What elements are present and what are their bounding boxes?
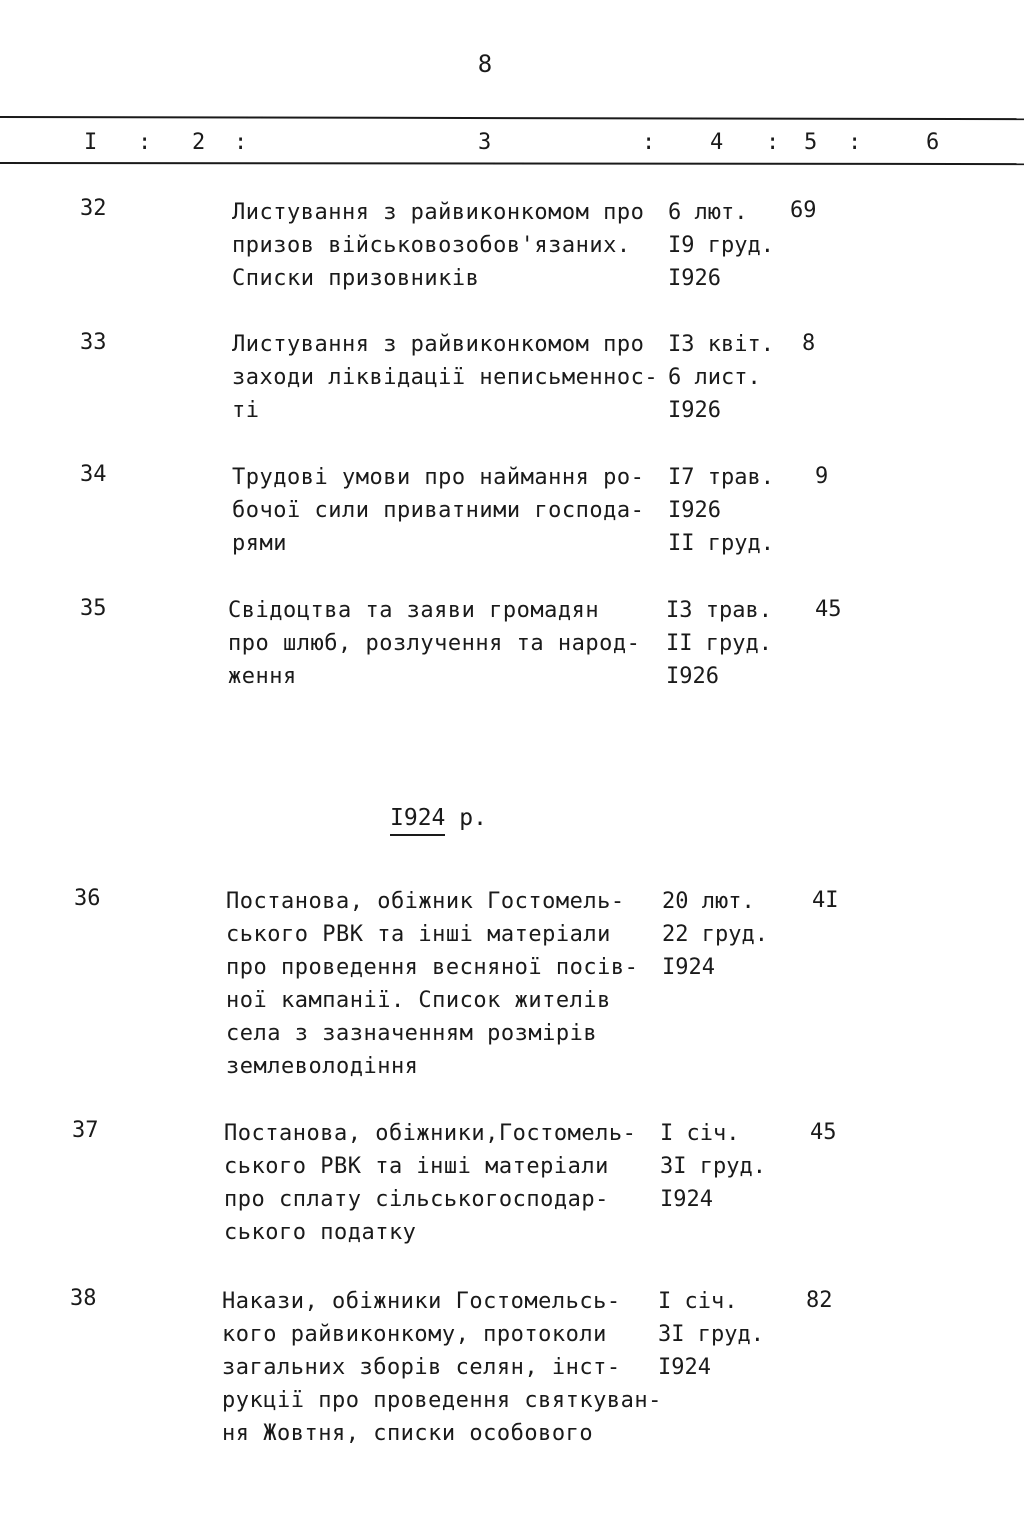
entry-sheet-count: 9: [815, 464, 829, 489]
entry-dates: I3 трав. II груд. I926: [666, 598, 772, 689]
entry-sheet-count: 82: [806, 1288, 833, 1313]
entry-sheet-count: 8: [802, 331, 816, 356]
entry-number: 37: [72, 1118, 99, 1143]
column-separator: :: [642, 130, 656, 155]
entry-title: Постанова, обіжники,Гостомель- ського РВК та інші матеріали про сплату сільськогосподар- ського податку: [224, 1121, 637, 1245]
entry-dates: 6 лют. I9 груд. I926: [668, 200, 774, 291]
header-rule-bottom: [0, 162, 1024, 165]
column-separator: :: [848, 130, 862, 155]
column-separator: :: [138, 130, 152, 155]
column-header-1: I: [84, 130, 98, 155]
entry-dates: I7 трав. I926 II груд.: [668, 465, 774, 556]
column-separator: :: [234, 130, 248, 155]
entry-title: Накази, обіжники Гостомельсь- кого райвиконкому, протоколи загальних зборів селян, інст- рукції про проведення святкуван- ня Жовтня, списки особового: [222, 1289, 662, 1446]
entry-title: Листування з райвиконкомом про призов військовозобов'язаних. Списки призовників: [232, 200, 645, 291]
entry-dates: 20 лют. 22 груд. I924: [662, 889, 768, 980]
section-heading-year: [390, 805, 487, 831]
section-heading-year-value: I924: [390, 805, 445, 836]
entry-number: 32: [80, 196, 107, 221]
column-header-4: 4: [710, 130, 724, 155]
entry-title: Листування з райвиконкомом про заходи ліквідації неписьменнос- ті: [232, 332, 659, 423]
entry-number: 35: [80, 596, 107, 621]
entry-sheet-count: 4I: [812, 888, 839, 913]
entry-number: 38: [70, 1286, 97, 1311]
header-rule-top: [0, 116, 1024, 120]
entry-title: Трудові умови про наймання ро- бочої сили приватними господа- рями: [232, 465, 645, 556]
entry-number: 33: [80, 330, 107, 355]
entry-sheet-count: 45: [815, 597, 842, 622]
column-separator: :: [766, 130, 780, 155]
entry-sheet-count: 45: [810, 1120, 837, 1145]
column-header-5: 5: [804, 130, 818, 155]
column-header-2: 2: [192, 130, 206, 155]
entry-title: Свідоцтва та заяви громадян про шлюб, розлучення та народ- ження: [228, 598, 641, 689]
section-heading-year-suffix: р.: [445, 805, 487, 831]
entry-title: Постанова, обіжник Гостомель- ського РВК та інші матеріали про проведення весняної посів- ної кампанії. Список жителів села з зазначенням розмірів землеволодіння: [226, 889, 639, 1079]
entry-dates: I3 квіт. 6 лист. I926: [668, 332, 774, 423]
entry-sheet-count: 69: [790, 198, 817, 223]
entry-number: 34: [80, 462, 107, 487]
entry-dates: I січ. 3I груд. I924: [658, 1289, 764, 1380]
page-number: 8: [477, 50, 493, 78]
column-header-3: 3: [478, 130, 492, 155]
entry-number: 36: [74, 886, 101, 911]
entry-dates: I січ. 3I груд. I924: [660, 1121, 766, 1212]
column-header-6: 6: [926, 130, 940, 155]
